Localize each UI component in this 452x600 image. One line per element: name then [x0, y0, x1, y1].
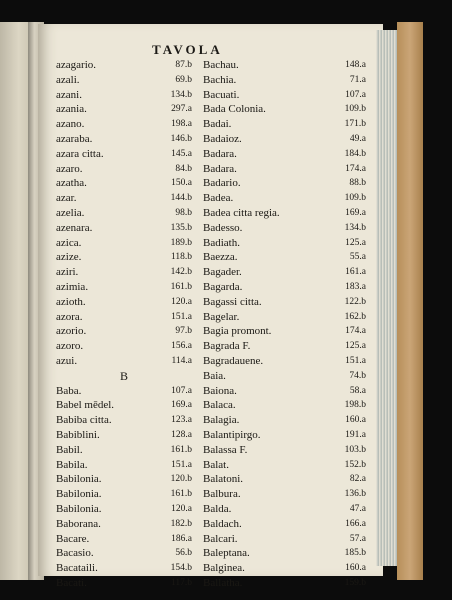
- index-entry: [203, 324, 366, 339]
- index-column-right: [203, 58, 366, 591]
- entry-name: Bada Colonia.: [203, 103, 266, 116]
- entry-page-ref: 184.b: [344, 148, 366, 159]
- entry-name: azize.: [56, 251, 82, 264]
- entry-page-ref: 55.a: [349, 252, 366, 263]
- index-entry: [56, 428, 192, 443]
- entry-name: Badesso.: [203, 221, 243, 234]
- index-entry: [203, 191, 366, 206]
- entry-name: Babilonia.: [56, 502, 102, 515]
- entry-name: Badai.: [203, 118, 232, 131]
- index-entry: [56, 191, 192, 206]
- index-entry: [56, 398, 192, 413]
- entry-name: azano.: [56, 118, 85, 131]
- entry-page-ref: 74.b: [349, 370, 366, 381]
- index-entry: [203, 443, 366, 458]
- entry-name: Badara.: [203, 147, 237, 160]
- entry-name: azora.: [56, 310, 83, 323]
- entry-name: Bagrada F.: [203, 340, 251, 353]
- entry-page-ref: 174.a: [345, 163, 366, 174]
- index-entry: [203, 88, 366, 103]
- entry-page-ref: 87.b: [175, 60, 192, 70]
- entry-page-ref: 160.a: [345, 415, 366, 426]
- index-entry: [203, 487, 366, 502]
- entry-name: Badiath.: [203, 236, 240, 249]
- entry-page-ref: 118.b: [170, 252, 192, 263]
- entry-name: Bachia.: [203, 73, 237, 86]
- entry-name: Balcari.: [203, 532, 238, 545]
- index-entry: [203, 413, 366, 428]
- entry-page-ref: 114.a: [171, 355, 192, 366]
- entry-name: Baiona.: [203, 384, 237, 397]
- entry-page-ref: 107.a: [345, 89, 366, 100]
- entry-name: Baldach.: [203, 517, 242, 530]
- entry-name: Balat.: [203, 458, 229, 471]
- entry-page-ref: 128.a: [171, 429, 192, 440]
- entry-name: azaro.: [56, 162, 83, 175]
- entry-page-ref: 156.a: [171, 341, 192, 352]
- entry-name: azica.: [56, 236, 82, 249]
- entry-page-ref: 174.a: [345, 326, 366, 337]
- entry-page-ref: 161.b: [170, 281, 192, 292]
- index-entry: [203, 176, 366, 191]
- entry-name: azar.: [56, 192, 77, 205]
- index-entry: [203, 532, 366, 547]
- index-entry: [56, 206, 192, 221]
- index-entry: [203, 73, 366, 88]
- entry-page-ref: 146.b: [170, 133, 192, 144]
- entry-name: aziri.: [56, 266, 79, 279]
- index-entry: [56, 88, 192, 103]
- entry-name: Bacasio.: [56, 547, 94, 560]
- entry-name: Baba.: [56, 384, 82, 397]
- entry-name: azimia.: [56, 280, 89, 293]
- entry-page-ref: 161.b: [170, 489, 192, 500]
- index-entry: [56, 280, 192, 295]
- entry-name: azaraba.: [56, 132, 93, 145]
- entry-page-ref: 125.a: [345, 341, 366, 352]
- entry-page-ref: 125.a: [345, 237, 366, 248]
- index-entry: [56, 472, 192, 487]
- entry-page-ref: 97.b: [175, 326, 192, 337]
- entry-name: Baezza.: [203, 251, 238, 264]
- entry-name: azorio.: [56, 325, 87, 338]
- entry-name: Badea.: [203, 192, 234, 205]
- index-entry: [203, 102, 366, 117]
- entry-name: azagario.: [56, 59, 96, 71]
- index-entry: [56, 369, 192, 384]
- entry-name: azani.: [56, 88, 82, 101]
- entry-name: Bagia promont.: [203, 325, 272, 338]
- entry-name: Babila.: [56, 458, 88, 471]
- entry-name: Badario.: [203, 177, 241, 190]
- entry-page-ref: 145.a: [171, 148, 192, 159]
- entry-name: Bagassi citta.: [203, 295, 262, 308]
- index-entry: [56, 221, 192, 236]
- index-entry: [56, 561, 192, 576]
- entry-page-ref: 148.a: [345, 60, 366, 70]
- entry-page-ref: 134.b: [170, 89, 192, 100]
- entry-name: azara citta.: [56, 147, 104, 160]
- entry-name: Bacare.: [56, 532, 90, 545]
- page-edges: [376, 30, 398, 566]
- entry-name: Balbura.: [203, 488, 241, 501]
- entry-name: Badara.: [203, 162, 237, 175]
- entry-page-ref: 103.b: [344, 444, 366, 455]
- index-entry: [56, 458, 192, 473]
- index-entry: [56, 502, 192, 517]
- entry-page-ref: 169.a: [345, 207, 366, 218]
- index-entry: [56, 265, 192, 280]
- entry-page-ref: 189.b: [170, 237, 192, 248]
- index-entry: [203, 428, 366, 443]
- entry-page-ref: 98.b: [175, 207, 192, 218]
- index-entry: [56, 117, 192, 132]
- index-entry: [203, 221, 366, 236]
- index-entry: [203, 369, 366, 384]
- entry-page-ref: 152.b: [344, 459, 366, 470]
- entry-page-ref: 151.a: [171, 459, 192, 470]
- index-entry: [56, 384, 192, 399]
- entry-name: Bacati.: [56, 576, 87, 589]
- index-entry: [203, 472, 366, 487]
- index-entry: [203, 206, 366, 221]
- entry-page-ref: 49.a: [349, 133, 366, 144]
- entry-name: azoro.: [56, 340, 84, 353]
- index-entry: [203, 576, 366, 591]
- index-entry: [203, 310, 366, 325]
- index-entry: [56, 236, 192, 251]
- entry-name: azelia.: [56, 206, 85, 219]
- entry-name: Babel mēdel.: [56, 399, 115, 412]
- entry-name: azenara.: [56, 221, 93, 234]
- entry-name: Babiblini.: [56, 428, 100, 441]
- book-cover-board: [397, 22, 423, 580]
- index-entry: [203, 398, 366, 413]
- index-entry: [203, 354, 366, 369]
- entry-page-ref: 169.a: [171, 400, 192, 411]
- entry-page-ref: 186.a: [171, 533, 192, 544]
- entry-page-ref: 150.a: [171, 178, 192, 189]
- index-entry: [56, 354, 192, 369]
- index-entry: [56, 132, 192, 147]
- index-entry: [203, 458, 366, 473]
- entry-name: Baleptana.: [203, 547, 250, 560]
- entry-page-ref: 47.a: [349, 503, 366, 514]
- index-entry: [56, 324, 192, 339]
- index-entry: [203, 236, 366, 251]
- entry-page-ref: 162.b: [344, 311, 366, 322]
- entry-page-ref: 151.a: [171, 311, 192, 322]
- index-entry: [56, 443, 192, 458]
- entry-page-ref: 136.b: [344, 489, 366, 500]
- entry-name: Balassa F.: [203, 443, 248, 456]
- index-entry: [203, 117, 366, 132]
- entry-name: azania.: [56, 103, 87, 116]
- entry-page-ref: 120.a: [171, 296, 192, 307]
- entry-name: Baia.: [203, 369, 226, 382]
- entry-name: Bachau.: [203, 59, 239, 71]
- entry-name: Balatoni.: [203, 473, 244, 486]
- entry-page-ref: 69.b: [175, 74, 192, 85]
- index-entry: [56, 576, 192, 591]
- entry-name: Badea citta regia.: [203, 206, 280, 219]
- section-letter: B: [119, 368, 128, 383]
- index-entry: [56, 147, 192, 162]
- index-entry: [203, 280, 366, 295]
- entry-page-ref: 88.b: [349, 178, 366, 189]
- entry-page-ref: 297.a: [171, 104, 192, 115]
- entry-page-ref: 154.b: [170, 563, 192, 574]
- entry-name: azui.: [56, 354, 78, 367]
- entry-name: Bagradauene.: [203, 354, 264, 367]
- entry-name: azioth.: [56, 295, 86, 308]
- entry-page-ref: 58.a: [349, 385, 366, 396]
- index-entry: [56, 58, 192, 73]
- entry-page-ref: 109.b: [344, 193, 366, 204]
- index-entry: [203, 384, 366, 399]
- index-entry: [203, 517, 366, 532]
- entry-page-ref: 159.b: [344, 577, 366, 588]
- entry-name: Babilonia.: [56, 473, 102, 486]
- entry-page-ref: 198.a: [171, 119, 192, 130]
- entry-page-ref: 117.b: [170, 577, 192, 588]
- index-entry: [56, 517, 192, 532]
- entry-page-ref: 151.a: [345, 355, 366, 366]
- entry-name: Bagarda.: [203, 280, 243, 293]
- entry-page-ref: 57.a: [349, 533, 366, 544]
- index-entry: [203, 132, 366, 147]
- index-entry: [203, 546, 366, 561]
- entry-page-ref: 109.b: [344, 104, 366, 115]
- index-entry: [56, 250, 192, 265]
- entry-page-ref: 135.b: [170, 222, 192, 233]
- entry-page-ref: 142.b: [170, 267, 192, 278]
- entry-name: Bagelar.: [203, 310, 240, 323]
- entry-name: Bagader.: [203, 266, 242, 279]
- entry-page-ref: 185.b: [344, 548, 366, 559]
- entry-name: Bacataili.: [56, 562, 98, 575]
- entry-name: Bacuati.: [203, 88, 240, 101]
- index-entry: [56, 532, 192, 547]
- entry-name: Balginea.: [203, 562, 245, 575]
- entry-name: Babilonia.: [56, 488, 102, 501]
- index-entry: [56, 102, 192, 117]
- entry-page-ref: 198.b: [344, 400, 366, 411]
- index-entry: [203, 147, 366, 162]
- entry-name: Balagia.: [203, 414, 240, 427]
- index-entry: [56, 339, 192, 354]
- index-entry: [56, 487, 192, 502]
- entry-page-ref: 56.b: [175, 548, 192, 559]
- index-entry: [56, 546, 192, 561]
- entry-page-ref: 166.a: [345, 518, 366, 529]
- index-entry: [56, 162, 192, 177]
- entry-name: Babiba citta.: [56, 414, 112, 427]
- entry-page-ref: 191.a: [345, 429, 366, 440]
- page-title: TAVOLA: [152, 42, 223, 57]
- entry-page-ref: 144.b: [170, 193, 192, 204]
- index-entry: [203, 265, 366, 280]
- entry-name: Ballatha.: [203, 576, 243, 589]
- entry-page-ref: 71.a: [349, 74, 366, 85]
- entry-page-ref: 134.b: [344, 222, 366, 233]
- index-entry: [56, 176, 192, 191]
- entry-name: Babil.: [56, 443, 83, 456]
- entry-page-ref: 161.b: [170, 444, 192, 455]
- entry-name: azatha.: [56, 177, 87, 190]
- entry-name: Baborana.: [56, 517, 101, 530]
- entry-name: azali.: [56, 73, 80, 86]
- entry-page-ref: 161.a: [345, 267, 366, 278]
- index-entry: [56, 73, 192, 88]
- entry-page-ref: 120.a: [171, 503, 192, 514]
- index-entry: [56, 295, 192, 310]
- index-entry: [56, 310, 192, 325]
- entry-page-ref: 82.a: [349, 474, 366, 485]
- entry-page-ref: 182.b: [170, 518, 192, 529]
- index-entry: [203, 58, 366, 73]
- entry-page-ref: 107.a: [171, 385, 192, 396]
- entry-name: Badaioz.: [203, 132, 242, 145]
- index-entry: [203, 502, 366, 517]
- index-entry: [203, 339, 366, 354]
- entry-page-ref: 122.b: [344, 296, 366, 307]
- index-entry: [203, 561, 366, 576]
- entry-page-ref: 171.b: [344, 119, 366, 130]
- index-entry: [203, 295, 366, 310]
- index-entry: [203, 162, 366, 177]
- entry-name: Balantipirgo.: [203, 428, 261, 441]
- entry-page-ref: 123.a: [171, 415, 192, 426]
- entry-page-ref: 84.b: [175, 163, 192, 174]
- entry-name: Balda.: [203, 502, 232, 515]
- index-entry: [203, 250, 366, 265]
- entry-page-ref: 120.b: [170, 474, 192, 485]
- index-entry: [56, 413, 192, 428]
- entry-page-ref: 183.a: [345, 281, 366, 292]
- entry-page-ref: 160.a: [345, 563, 366, 574]
- index-column-left: [56, 58, 192, 591]
- entry-name: Balaca.: [203, 399, 236, 412]
